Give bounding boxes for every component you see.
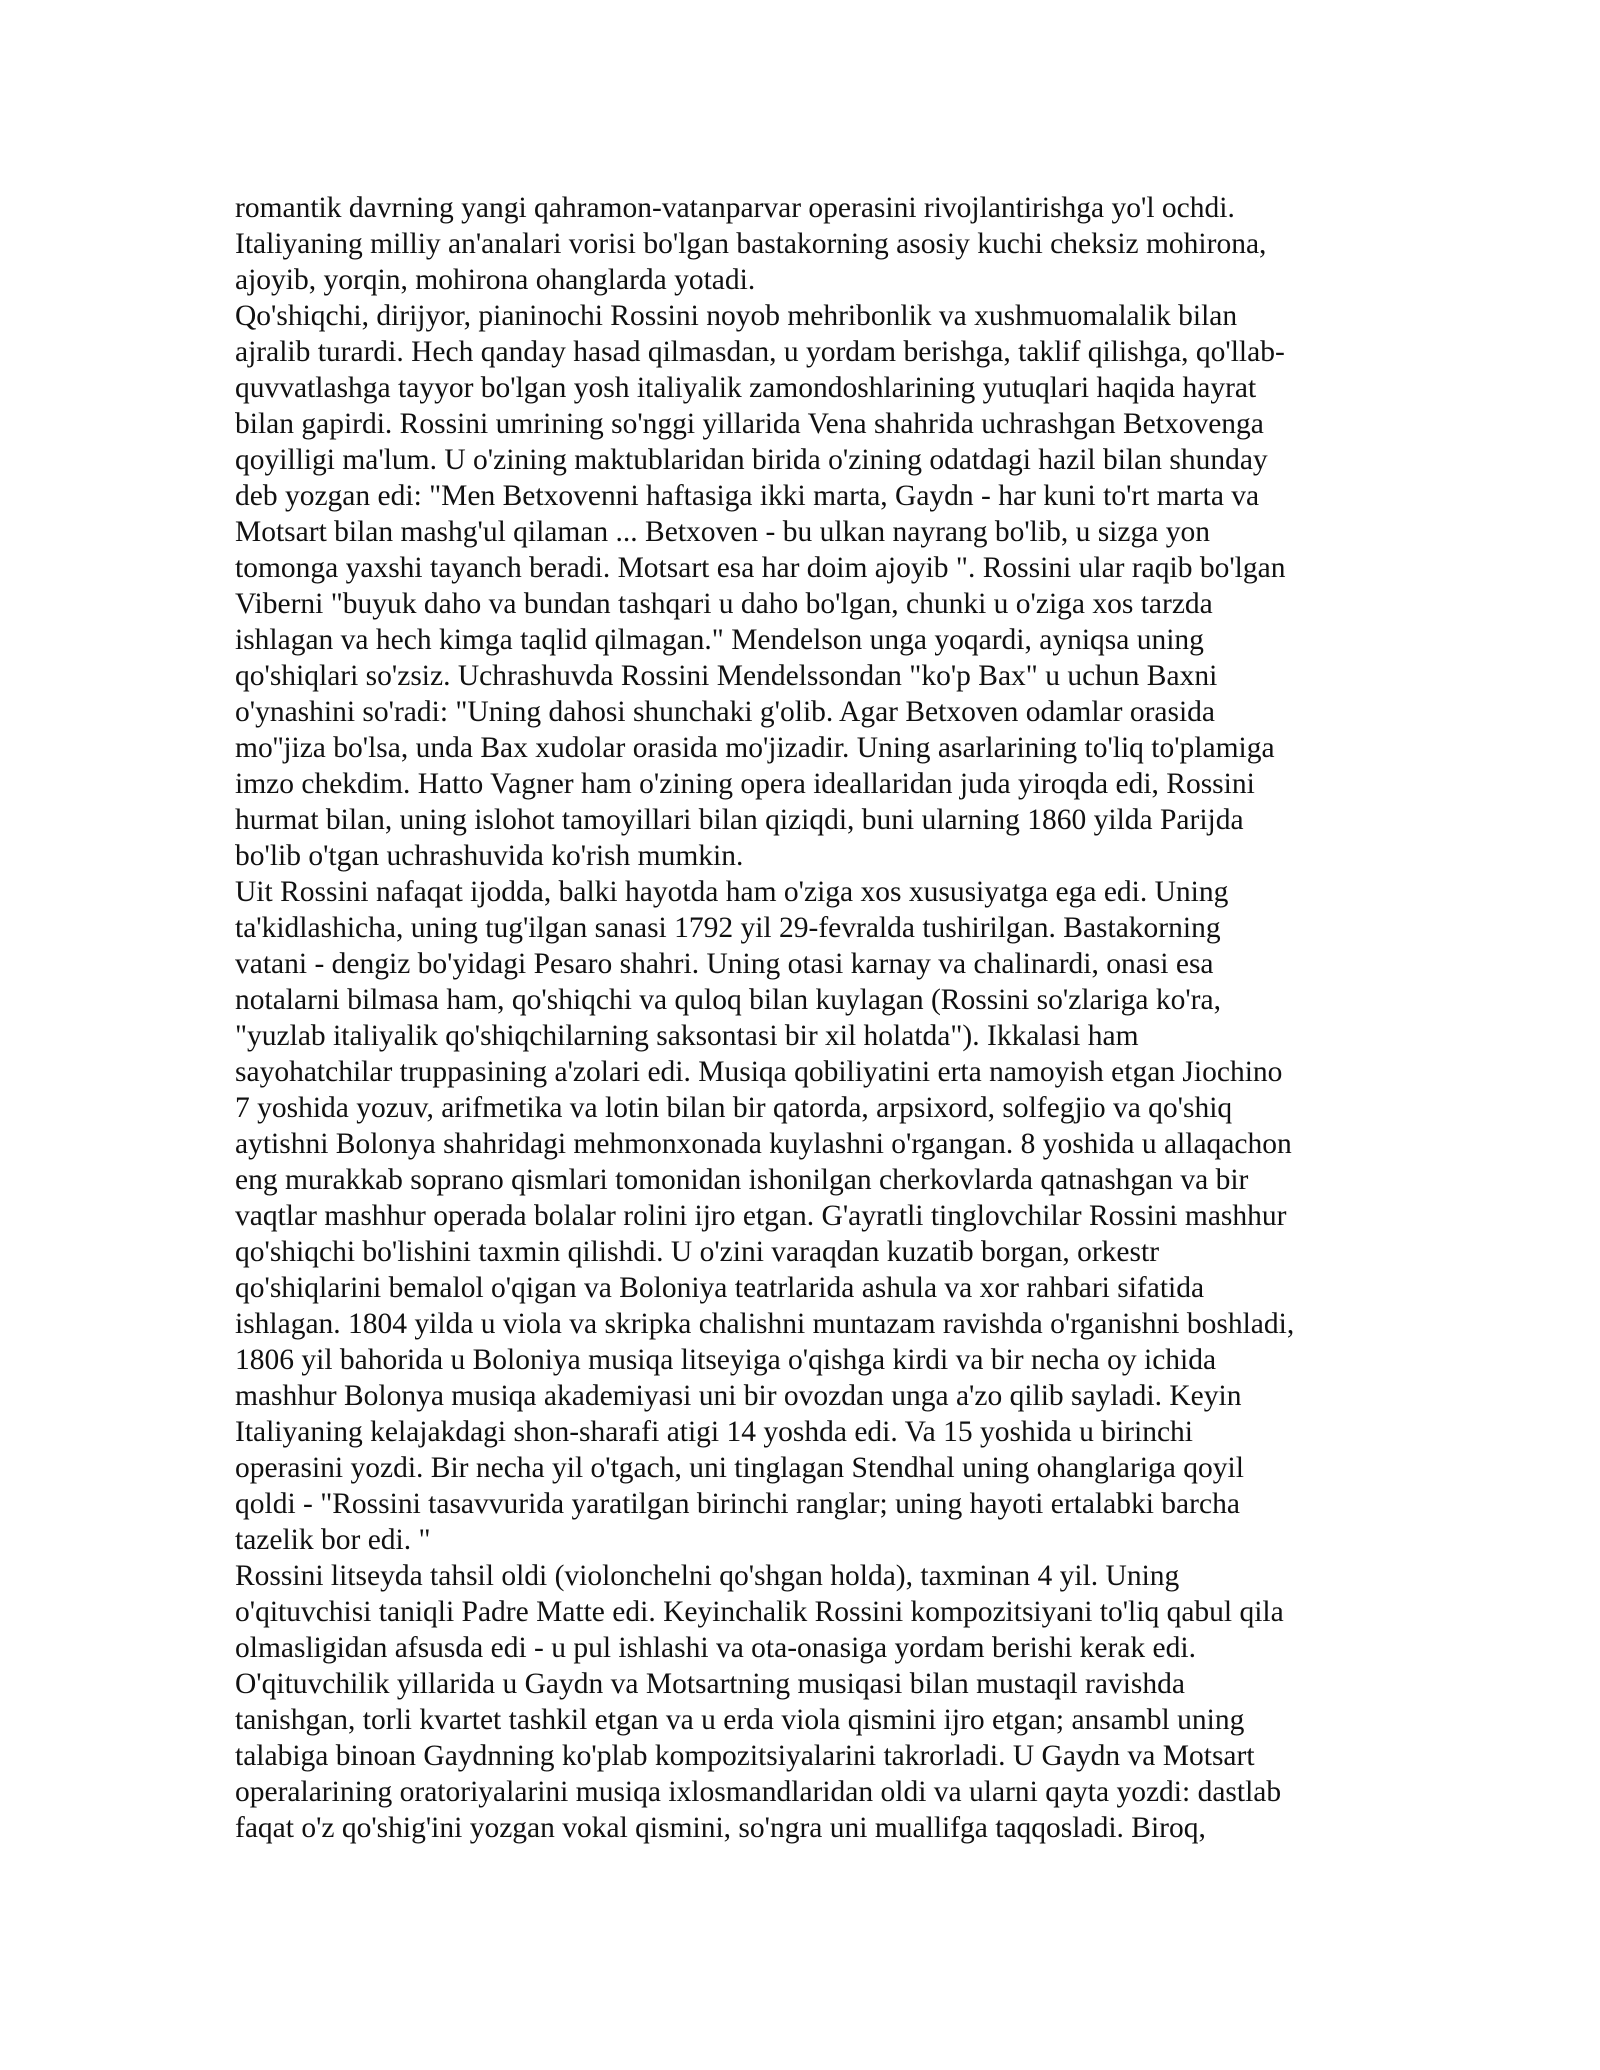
- text-line: tazelik bor edi. ": [235, 1524, 431, 1556]
- text-line: olmasligidan afsusda edi - u pul ishlashi va ota-onasiga yordam berishi kerak edi.: [235, 1632, 1196, 1664]
- text-line: ishlagan va hech kimga taqlid qilmagan." Mendelson unga yoqardi, ayniqsa uning: [235, 624, 1204, 656]
- text-line: bo'lib o'tgan uchrashuvida ko'rish mumkin.: [235, 840, 744, 872]
- text-line: Viberni "buyuk daho va bundan tashqari u daho bo'lgan, chunki u o'ziga xos tarzda: [235, 588, 1213, 620]
- text-line: Uit Rossini nafaqat ijodda, balki hayotda ham o'ziga xos xususiyatga ega edi. Uning: [235, 876, 1229, 908]
- text-line: Italiyaning milliy an'analari vorisi bo'lgan bastakorning asosiy kuchi cheksiz mohirona,: [235, 228, 1267, 260]
- text-line: 7 yoshida yozuv, arifmetika va lotin bilan bir qatorda, arpsixord, solfegjio va qo'shiq: [235, 1092, 1233, 1124]
- text-line: qo'shiqchi bo'lishini taxmin qilishdi. U o'zini varaqdan kuzatib borgan, orkestr: [235, 1236, 1160, 1268]
- text-line: mashhur Bolonya musiqa akademiyasi uni bir ovozdan unga a'zo qilib sayladi. Keyin: [235, 1380, 1242, 1412]
- text-line: 1806 yil bahorida u Boloniya musiqa litseyiga o'qishga kirdi va bir necha oy ichida: [235, 1344, 1217, 1376]
- text-line: o'ynashini so'radi: "Uning dahosi shunchaki g'olib. Agar Betxoven odamlar orasida: [235, 696, 1216, 728]
- text-line: vatani - dengiz bo'yidagi Pesaro shahri. Uning otasi karnay va chalinardi, onasi esa: [235, 948, 1214, 980]
- text-line: Motsart bilan mashg'ul qilaman ... Betxoven - bu ulkan nayrang bo'lib, u sizga yon: [235, 516, 1210, 548]
- text-line: bilan gapirdi. Rossini umrining so'nggi yillarida Vena shahrida uchrashgan Betxovenga: [235, 408, 1264, 440]
- text-line: qo'shiqlari so'zsiz. Uchrashuvda Rossini Mendelssondan "ko'p Bax" u uchun Baxni: [235, 660, 1218, 692]
- text-line: eng murakkab soprano qismlari tomonidan ishonilgan cherkovlarda qatnashgan va bir: [235, 1164, 1249, 1196]
- text-line: qoyilligi ma'lum. U o'zining maktublaridan birida o'zining odatdagi hazil bilan shunday: [235, 444, 1268, 476]
- text-line: qo'shiqlarini bemalol o'qigan va Boloniya teatrlarida ashula va xor rahbari sifatida: [235, 1272, 1205, 1304]
- text-line: Rossini litseyda tahsil oldi (violonchelni qo'shgan holda), taxminan 4 yil. Uning: [235, 1560, 1180, 1592]
- text-line: o'qituvchisi taniqli Padre Matte edi. Keyinchalik Rossini kompozitsiyani to'liq qabul qila: [235, 1596, 1284, 1628]
- text-line: tanishgan, torli kvartet tashkil etgan va u erda viola qismini ijro etgan; ansambl uning: [235, 1704, 1245, 1736]
- text-line: talabiga binoan Gaydnning ko'plab kompozitsiyalarini takrorladi. U Gaydn va Motsart: [235, 1740, 1255, 1772]
- text-line: notalarni bilmasa ham, qo'shiqchi va quloq bilan kuylagan (Rossini so'zlariga ko'ra,: [235, 984, 1221, 1016]
- text-line: aytishni Bolonya shahridagi mehmonxonada kuylashni o'rgangan. 8 yoshida u allaqachon: [235, 1128, 1292, 1160]
- text-line: faqat o'z qo'shig'ini yozgan vokal qismini, so'ngra uni muallifga taqqosladi. Biroq,: [235, 1812, 1206, 1844]
- text-line: ishlagan. 1804 yilda u viola va skripka chalishni muntazam ravishda o'rganishni boshladi,: [235, 1308, 1295, 1340]
- text-line: mo''jiza bo'lsa, unda Bax xudolar orasida mo'jizadir. Uning asarlarining to'liq to'plamiga: [235, 732, 1275, 764]
- text-line: O'qituvchilik yillarida u Gaydn va Motsartning musiqasi bilan mustaqil ravishda: [235, 1668, 1185, 1700]
- text-line: ta'kidlashicha, uning tug'ilgan sanasi 1792 yil 29-fevralda tushirilgan. Bastakorning: [235, 912, 1221, 944]
- text-line: imzo chekdim. Hatto Vagner ham o'zining opera ideallaridan juda yiroqda edi, Rossini: [235, 768, 1255, 800]
- text-line: Italiyaning kelajakdagi shon-sharafi atigi 14 yoshda edi. Va 15 yoshida u birinchi: [235, 1416, 1193, 1448]
- text-line: qoldi - "Rossini tasavvurida yaratilgan birinchi ranglar; uning hayoti ertalabki barcha: [235, 1488, 1240, 1520]
- text-line: operalarining oratoriyalarini musiqa ixlosmandlaridan oldi va ularni qayta yozdi: dastlab: [235, 1776, 1282, 1808]
- text-line: sayohatchilar truppasining a'zolari edi. Musiqa qobiliyatini erta namoyish etgan Jiochino: [235, 1056, 1283, 1088]
- text-line: hurmat bilan, uning islohot tamoyillari bilan qiziqdi, buni ularning 1860 yilda Parijda: [235, 804, 1244, 836]
- text-line: "yuzlab italiyalik qo'shiqchilarning saksontasi bir xil holatda"). Ikkalasi ham: [235, 1020, 1139, 1052]
- text-line: ajralib turardi. Hech qanday hasad qilmasdan, u yordam berishga, taklif qilishga, qo'llab-: [235, 336, 1285, 368]
- text-line: Qo'shiqchi, dirijyor, pianinochi Rossini noyob mehribonlik va xushmuomalalik bilan: [235, 300, 1238, 332]
- text-line: deb yozgan edi: "Men Betxovenni haftasiga ikki marta, Gaydn - har kuni to'rt marta va: [235, 480, 1260, 512]
- text-line: quvvatlashga tayyor bo'lgan yosh italiyalik zamondoshlarining yutuqlari haqida hayrat: [235, 372, 1257, 404]
- text-line: tomonga yaxshi tayanch beradi. Motsart esa har doim ajoyib ". Rossini ular raqib bo'lgan: [235, 552, 1286, 584]
- document-page: [235, 190, 1370, 1846]
- text-line: ajoyib, yorqin, mohirona ohanglarda yotadi.: [235, 264, 756, 296]
- text-line: romantik davrning yangi qahramon-vatanparvar operasini rivojlantirishga yo'l ochdi.: [235, 192, 1235, 224]
- text-line: vaqtlar mashhur operada bolalar rolini ijro etgan. G'ayratli tinglovchilar Rossini mashhur: [235, 1200, 1287, 1232]
- text-line: operasini yozdi. Bir necha yil o'tgach, uni tinglagan Stendhal uning ohanglariga qoyil: [235, 1452, 1244, 1484]
